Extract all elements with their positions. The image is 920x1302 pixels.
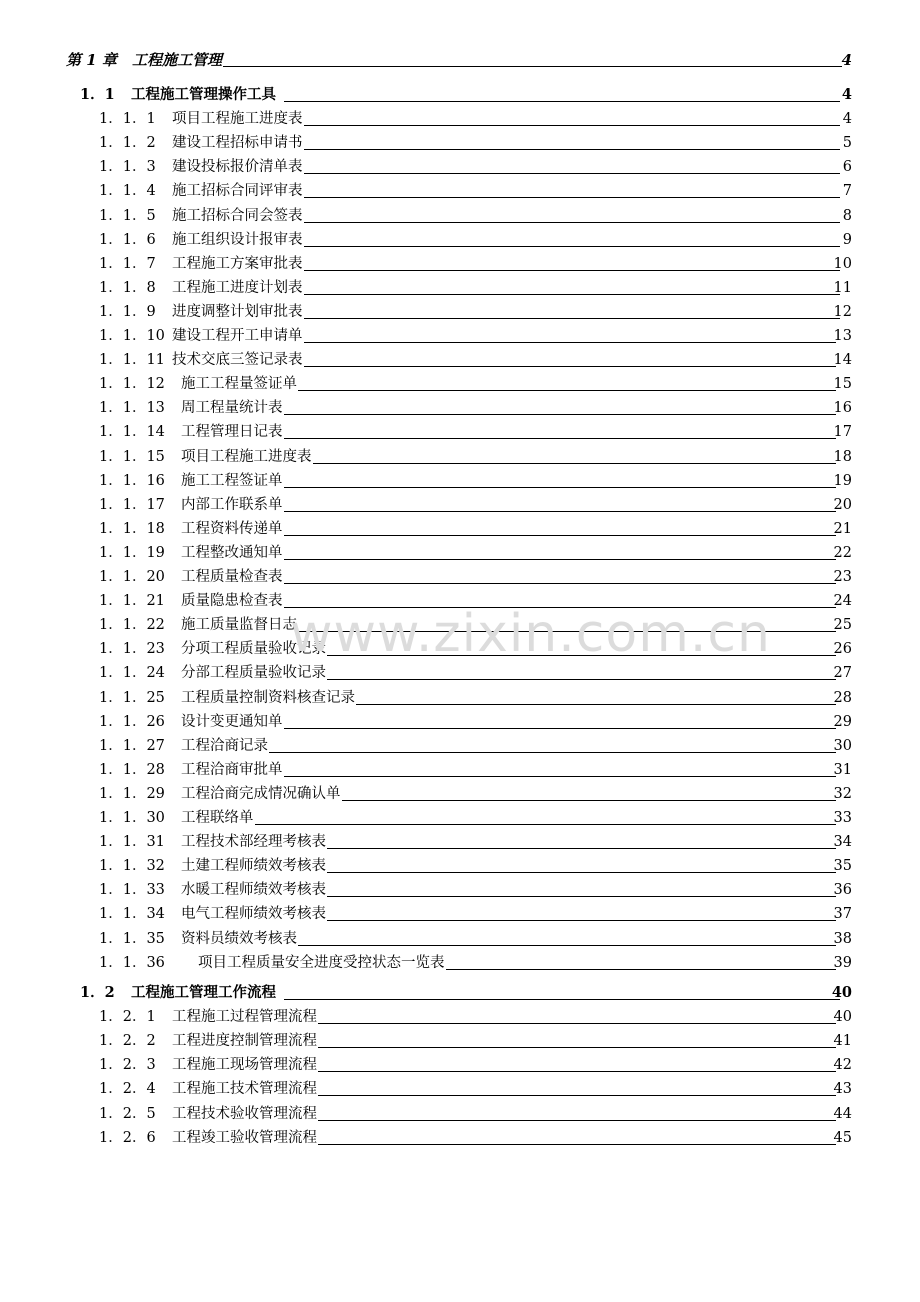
toc-number: 1．1．33 [99, 882, 165, 899]
toc-entry-item[interactable] [0, 109, 920, 129]
toc-leader-line [284, 543, 837, 560]
toc-leader-line [298, 615, 836, 632]
toc-entry-chapter[interactable] [0, 50, 920, 70]
toc-number: 1．1．28 [99, 761, 165, 778]
toc-title: 建设工程开工申请单 [172, 328, 303, 344]
toc-leader-line [223, 50, 842, 67]
toc-title: 工程技术验收管理流程 [172, 1105, 317, 1122]
toc-number: 1．1．21 [99, 593, 165, 610]
toc-leader-line [304, 230, 841, 247]
toc-leader-line [304, 350, 837, 367]
toc-title: 工程施工进度计划表 [172, 279, 303, 296]
toc-page-number: 33 [833, 810, 852, 826]
toc-title: 工程洽商完成情况确认单 [181, 785, 341, 802]
toc-leader-line [327, 832, 836, 849]
toc-title: 工程管理日记表 [181, 424, 283, 441]
toc-leader-line [304, 254, 841, 271]
toc-leader-line [304, 157, 841, 174]
toc-title: 进度调整计划审批表 [172, 303, 303, 320]
toc-entry-item[interactable] [0, 615, 920, 635]
toc-leader-line [304, 302, 841, 319]
toc-number: 1．1．20 [99, 569, 165, 585]
toc-entry-item[interactable] [0, 760, 920, 780]
toc-entry-section[interactable] [0, 983, 920, 1003]
toc-page-number: 21 [833, 520, 852, 537]
toc-leader-line [304, 206, 841, 223]
toc-number: 1．1．32 [99, 858, 165, 875]
toc-leader-line [284, 85, 840, 102]
toc-leader-line [284, 471, 837, 488]
toc-entry-item[interactable] [0, 1079, 920, 1099]
toc-entry-item[interactable] [0, 422, 920, 442]
toc-title: 周工程量统计表 [181, 400, 283, 417]
toc-title: 资料员绩效考核表 [181, 930, 297, 947]
toc-title: 土建工程师绩效考核表 [181, 858, 326, 875]
toc-number: 1．1．1 [99, 111, 156, 128]
toc-number: 1．2 [80, 984, 115, 1001]
toc-title: 工程施工管理操作工具 [131, 86, 276, 103]
toc-leader-line [255, 808, 837, 825]
toc-title: 工程施工过程管理流程 [172, 1009, 317, 1026]
toc-leader-line [313, 447, 837, 464]
toc-entry-item[interactable] [0, 663, 920, 683]
toc-leader-line [327, 904, 836, 921]
toc-title: 工程联络单 [181, 810, 254, 826]
toc-title: 工程施工方案审批表 [172, 255, 303, 272]
toc-page-number: 40 [831, 984, 852, 1001]
toc-title: 工程施工技术管理流程 [172, 1081, 317, 1098]
toc-page-number: 26 [833, 641, 852, 658]
toc-number: 1．1．26 [99, 713, 165, 730]
toc-number: 1．1．25 [99, 689, 165, 706]
toc-page-number: 20 [833, 496, 852, 513]
toc-number: 1．1．8 [99, 279, 156, 296]
toc-title: 工程洽商记录 [181, 737, 268, 754]
toc-entry-item[interactable] [0, 688, 920, 708]
toc-leader-line [342, 784, 837, 801]
toc-leader-line [304, 109, 841, 126]
toc-entry-item[interactable] [0, 784, 920, 804]
toc-leader-line [318, 1055, 836, 1072]
toc-entry-item[interactable] [0, 471, 920, 491]
toc-page-number: 23 [833, 569, 852, 585]
toc-number: 1．2．4 [99, 1081, 156, 1098]
toc-page-number: 39 [833, 954, 852, 971]
toc-entry-item[interactable] [0, 1031, 920, 1051]
toc-entry-item[interactable] [0, 254, 920, 274]
toc-page-number: 12 [833, 303, 852, 320]
toc-page-number: 7 [842, 183, 852, 200]
toc-title: 工程技术部经理考核表 [181, 834, 326, 851]
toc-leader-line [327, 639, 836, 656]
toc-leader-line [284, 398, 837, 415]
toc-entry-item[interactable] [0, 880, 920, 900]
toc-title: 工程洽商审批单 [181, 761, 283, 778]
toc-title: 质量隐患检查表 [181, 593, 283, 610]
toc-entry-item[interactable] [0, 447, 920, 467]
toc-page-number: 15 [833, 376, 852, 393]
toc-page-number: 43 [833, 1081, 852, 1098]
toc-number: 1．1．2 [99, 135, 156, 152]
toc-title: 设计变更通知单 [181, 713, 283, 730]
toc-page-number: 14 [833, 352, 852, 369]
toc-number: 1．1．17 [99, 496, 165, 513]
toc-title: 工程施工管理工作流程 [131, 984, 276, 1001]
toc-number: 1．1．30 [99, 810, 165, 826]
toc-entry-item[interactable] [0, 374, 920, 394]
toc-number: 1．2．6 [99, 1129, 156, 1146]
toc-entry-item[interactable] [0, 567, 920, 587]
toc-title: 施工质量监督日志 [181, 617, 297, 634]
toc-entry-item[interactable] [0, 808, 920, 828]
toc-entry-section[interactable] [0, 85, 920, 105]
toc-leader-line [318, 1079, 836, 1096]
toc-entry-item[interactable] [0, 736, 920, 756]
toc-entry-item[interactable] [0, 326, 920, 346]
toc-entry-item[interactable] [0, 398, 920, 418]
toc-title: 施工招标合同评审表 [172, 183, 303, 200]
toc-page-number: 35 [833, 858, 852, 875]
toc-title: 建设投标报价清单表 [172, 159, 303, 176]
toc-leader-line [284, 983, 840, 1000]
toc-number: 1．2．2 [99, 1033, 156, 1050]
toc-title: 工程质量检查表 [181, 569, 283, 585]
toc-page-number: 45 [833, 1129, 852, 1146]
toc-number: 1．1．4 [99, 183, 156, 200]
toc-page-number: 44 [833, 1105, 852, 1122]
toc-entry-item[interactable] [0, 278, 920, 298]
toc-number: 1．1．35 [99, 930, 165, 947]
toc-title: 工程质量控制资料核查记录 [181, 689, 355, 706]
toc-leader-line [356, 688, 836, 705]
toc-page-number: 25 [833, 617, 852, 634]
toc-leader-line [298, 374, 836, 391]
toc-entry-item[interactable] [0, 230, 920, 250]
toc-page-number: 11 [833, 279, 852, 296]
toc-leader-line [284, 591, 837, 608]
toc-page-number: 34 [833, 834, 852, 851]
toc-page-number: 40 [833, 1009, 852, 1026]
toc-number: 第 1 章 [66, 51, 117, 69]
toc-leader-line [269, 736, 836, 753]
toc-page-number: 31 [833, 761, 852, 778]
toc-leader-line [318, 1007, 836, 1024]
toc-entry-item[interactable] [0, 953, 920, 973]
toc-entry-item[interactable] [0, 904, 920, 924]
toc-number: 1．1．16 [99, 472, 165, 489]
toc-number: 1．1．29 [99, 785, 165, 802]
toc-page-number: 10 [833, 255, 852, 272]
toc-leader-line [304, 278, 841, 295]
toc-leader-line [284, 712, 837, 729]
toc-page-number: 4 [841, 86, 852, 103]
toc-page-number: 37 [833, 906, 852, 923]
toc-number: 1．1．6 [99, 231, 156, 248]
toc-title: 分部工程质量验收记录 [181, 665, 326, 682]
toc-title: 电气工程师绩效考核表 [181, 906, 326, 923]
toc-number: 1．2．5 [99, 1105, 156, 1122]
toc-number: 1．1 [80, 86, 115, 103]
toc-leader-line [327, 663, 836, 680]
toc-leader-line [284, 567, 837, 584]
toc-number: 1．2．3 [99, 1057, 156, 1074]
toc-entry-item[interactable] [0, 302, 920, 322]
toc-title: 工程进度控制管理流程 [172, 1033, 317, 1050]
toc-entry-item[interactable] [0, 181, 920, 201]
toc-number: 1．1．9 [99, 303, 156, 320]
toc-number: 1．1．19 [99, 544, 165, 561]
toc-entry-item[interactable] [0, 495, 920, 515]
toc-leader-line [284, 495, 837, 512]
toc-page-number: 8 [842, 207, 852, 224]
toc-leader-line [284, 422, 837, 439]
toc-leader-line [327, 880, 836, 897]
toc-number: 1．1．18 [99, 520, 165, 537]
toc-leader-line [304, 133, 841, 150]
toc-page-number: 22 [833, 544, 852, 561]
toc-page-number: 18 [833, 448, 852, 465]
toc-number: 1．2．1 [99, 1009, 156, 1026]
toc-entry-item[interactable] [0, 206, 920, 226]
toc-page-number: 42 [833, 1057, 852, 1074]
toc-title: 技术交底三签记录表 [172, 352, 303, 369]
toc-page-number: 6 [842, 159, 852, 176]
toc-title: 工程施工现场管理流程 [172, 1057, 317, 1074]
toc-entry-item[interactable] [0, 133, 920, 153]
toc-number: 1．1．3 [99, 159, 156, 176]
toc-number: 1．1．11 [99, 352, 165, 369]
toc-title: 建设工程招标申请书 [172, 135, 303, 152]
toc-page-number: 36 [833, 882, 852, 899]
toc-entry-item[interactable] [0, 543, 920, 563]
toc-number: 1．1．5 [99, 207, 156, 224]
toc-number: 1．1．13 [99, 400, 165, 417]
toc-entry-item[interactable] [0, 929, 920, 949]
toc-leader-line [298, 929, 836, 946]
toc-page-number: 19 [833, 472, 852, 489]
toc-title: 内部工作联系单 [181, 496, 283, 513]
toc-leader-line [318, 1128, 836, 1145]
toc-entry-item[interactable] [0, 350, 920, 370]
toc-leader-line [304, 326, 837, 343]
toc-number: 1．1．10 [99, 328, 165, 344]
toc-title: 工程竣工验收管理流程 [172, 1129, 317, 1146]
toc-title: 项目工程质量安全进度受控状态一览表 [198, 954, 445, 971]
toc-number: 1．1．23 [99, 641, 165, 658]
toc-leader-line [327, 856, 836, 873]
toc-page-number: 4 [841, 51, 852, 69]
toc-number: 1．1．14 [99, 424, 165, 441]
toc-page-number: 38 [833, 930, 852, 947]
toc-entry-item[interactable] [0, 1104, 920, 1124]
toc-entry-item[interactable] [0, 1007, 920, 1027]
toc-entry-item[interactable] [0, 712, 920, 732]
toc-page-number: 30 [833, 737, 852, 754]
toc-page-number: 28 [833, 689, 852, 706]
toc-title: 水暖工程师绩效考核表 [181, 882, 326, 899]
toc-number: 1．1．7 [99, 255, 156, 272]
toc-number: 1．1．15 [99, 448, 165, 465]
toc-leader-line [318, 1104, 836, 1121]
toc-title: 施工工程量签证单 [181, 376, 297, 393]
toc-page-number: 16 [833, 400, 852, 417]
toc-entry-item[interactable] [0, 856, 920, 876]
toc-entry-item[interactable] [0, 1055, 920, 1075]
toc-page-number: 32 [833, 785, 852, 802]
toc-number: 1．1．27 [99, 737, 165, 754]
toc-page-number: 9 [842, 231, 852, 248]
toc-number: 1．1．34 [99, 906, 165, 923]
toc-number: 1．1．12 [99, 376, 165, 393]
toc-page-number: 29 [833, 713, 852, 730]
toc-title: 施工工程签证单 [181, 472, 283, 489]
toc-title: 项目工程施工进度表 [181, 448, 312, 465]
toc-entry-item[interactable] [0, 832, 920, 852]
toc-title: 项目工程施工进度表 [172, 111, 303, 128]
toc-title: 工程施工管理 [132, 51, 223, 69]
toc-page-number: 13 [833, 328, 852, 344]
toc-number: 1．1．36 [99, 954, 165, 971]
toc-leader-line [284, 760, 837, 777]
toc-title: 施工组织设计报审表 [172, 231, 303, 248]
toc-number: 1．1．22 [99, 617, 165, 634]
toc-entry-item[interactable] [0, 639, 920, 659]
toc-leader-line [446, 953, 837, 970]
toc-page-number: 41 [833, 1033, 852, 1050]
toc-leader-line [318, 1031, 836, 1048]
toc-page-number: 4 [842, 111, 852, 128]
watermark: www.zixin.com.cn [290, 604, 771, 664]
toc-entry-item[interactable] [0, 591, 920, 611]
toc-title: 工程资料传递单 [181, 520, 283, 537]
toc-page-number: 24 [833, 593, 852, 610]
toc-page-number: 5 [842, 135, 852, 152]
toc-leader-line [304, 181, 841, 198]
toc-page-number: 27 [833, 665, 852, 682]
toc-title: 工程整改通知单 [181, 544, 283, 561]
toc-leader-line [284, 519, 837, 536]
toc-entry-item[interactable] [0, 157, 920, 177]
toc-title: 施工招标合同会签表 [172, 207, 303, 224]
toc-title: 分项工程质量验收记录 [181, 641, 326, 658]
toc-entry-item[interactable] [0, 1128, 920, 1148]
toc-page-number: 17 [833, 424, 852, 441]
toc-number: 1．1．24 [99, 665, 165, 682]
toc-number: 1．1．31 [99, 834, 165, 851]
toc-entry-item[interactable] [0, 519, 920, 539]
